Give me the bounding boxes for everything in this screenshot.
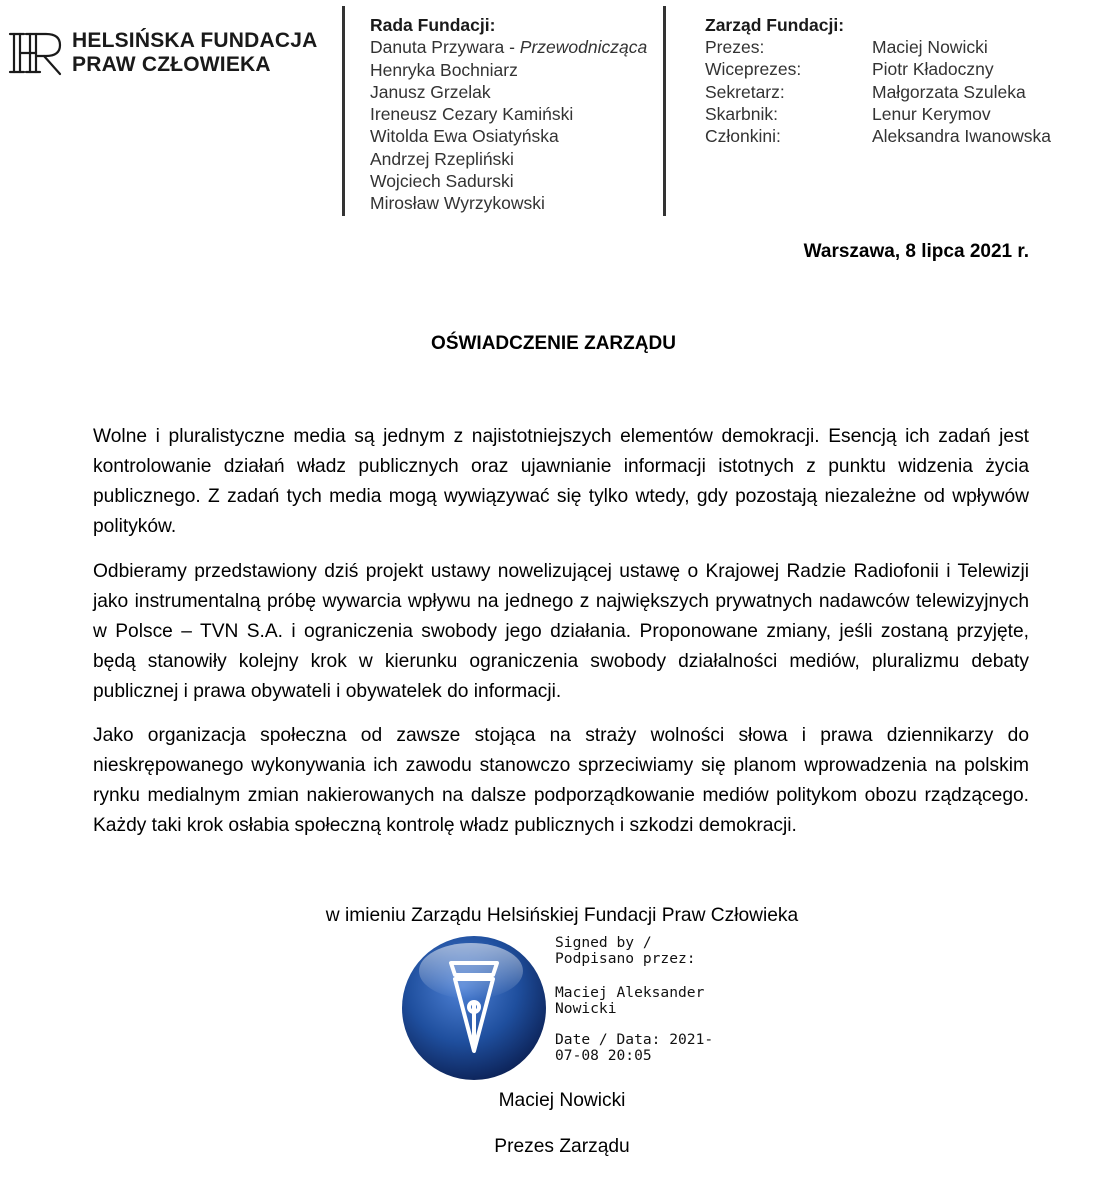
signer-full-name: Nowicki <box>555 1000 617 1017</box>
document-title: OŚWIADCZENIE ZARZĄDU <box>431 333 676 354</box>
board-roles <box>705 36 801 147</box>
board-role: Członkini: <box>705 126 781 147</box>
council-chair-role: Przewodnicząca <box>519 37 648 58</box>
hr-monogram-icon <box>6 28 66 78</box>
logo-line-2: PRAW CZŁOWIEKA <box>72 53 271 76</box>
header-divider <box>342 6 345 216</box>
signer-role: Prezes Zarządu <box>494 1136 630 1157</box>
board-member-name: Maciej Nowicki <box>872 37 988 57</box>
letter-date: Warszawa, 8 lipca 2021 r. <box>803 241 1029 262</box>
signed-by-label: Podpisano przez: <box>555 950 696 967</box>
statement-paragraph <box>93 422 1029 542</box>
board-role: Prezes: <box>705 37 765 57</box>
council-member: Wojciech Sadurski <box>370 171 514 192</box>
council-member: Mirosław Wyrzykowski <box>370 193 545 214</box>
council-member: Henryka Bochniarz <box>370 59 518 80</box>
board-heading: Zarząd Fundacji: <box>705 15 845 35</box>
board-member-name: Aleksandra Iwanowska <box>872 126 1051 147</box>
signer-name: Maciej Nowicki <box>498 1090 626 1111</box>
board-member-name: Piotr Kładoczny <box>872 59 994 80</box>
council-member: Janusz Grzelak <box>370 81 491 102</box>
statement-paragraph <box>93 721 1029 841</box>
board-names <box>872 36 1051 147</box>
foundation-logo <box>6 28 318 78</box>
council-chair <box>370 36 647 58</box>
board-role: Sekretarz: <box>705 81 785 102</box>
board-member-name: Małgorzata Szuleka <box>872 81 1026 102</box>
logo-line-1: HELSIŃSKA FUNDACJA <box>72 29 318 52</box>
council-chair-name: Danuta Przywara - <box>370 37 520 58</box>
council-member: Witolda Ewa Osiatyńska <box>370 126 559 147</box>
digital-signature-block <box>555 935 713 1064</box>
council-heading: Rada Fundacji: <box>370 15 496 35</box>
paragraph-text: Wolne i pluralistyczne media są jednym z najistotniejszych elementów demokracji. Esencją ich zadań jest kontrolowanie działań władz publicznych oraz ujawnianie informacji istotnych z punktu widzenia życia publicznego. Z zadań tych media mogą wywiązywać się tylko wtedy, gdy pozostają niezależne od wpływów polityków. <box>93 426 1029 537</box>
council-member: Andrzej Rzepliński <box>370 148 514 169</box>
paragraph-text: Odbieramy przedstawiony dziś projekt ustawy nowelizującej ustawę o Krajowej Radzie Radiofonii i Telewizji jako instrumentalną próbę wywarcia wpływu na jednego z największych prywatnych nadawców telewizyjnych w Polsce – TVN S.A. i ograniczenia swobody jego działania. Proponowane zmiany, jeśli zostaną przyjęte, będą stanowiły kolejny krok w kierunku ograniczenia swobody działalności mediów, pluralizmu debaty publicznej i prawa obywateli i obywatelek do informacji. <box>93 561 1029 702</box>
board-role: Wiceprezes: <box>705 59 802 80</box>
board-role: Skarbnik: <box>705 103 778 124</box>
letterhead <box>0 0 1107 220</box>
header-divider <box>663 6 666 216</box>
fountain-pen-seal-icon <box>399 933 549 1083</box>
board-member-name: Lenur Kerymov <box>872 103 991 124</box>
signature-date: 07-08 20:05 <box>555 1047 652 1064</box>
management-board <box>705 14 844 36</box>
on-behalf-line: w imieniu Zarządu Helsińskiej Fundacji Praw Człowieka <box>325 905 799 926</box>
paragraph-text: Jako organizacja społeczna od zawsze stojąca na straży wolności słowa i prawa dziennikarzy do nieskrępowanego wykonywania ich zawodu stanowczo sprzeciwiamy się planom wprowadzenia na polskim rynku medialnym zmian nakierowanych na dalsze podporządkowanie mediów politykom obozu rządzącego. Każdy taki krok osłabia społeczną kontrolę władz publicznych i szkodzi demokracji. <box>93 725 1029 836</box>
statement-paragraph <box>93 557 1029 707</box>
foundation-council <box>370 14 647 215</box>
signature-date: Date / Data: 2021- <box>555 1031 714 1048</box>
council-member: Ireneusz Cezary Kamiński <box>370 104 574 125</box>
signer-full-name: Maciej Aleksander <box>555 984 705 1001</box>
signed-by-label: Signed by / <box>555 934 652 951</box>
